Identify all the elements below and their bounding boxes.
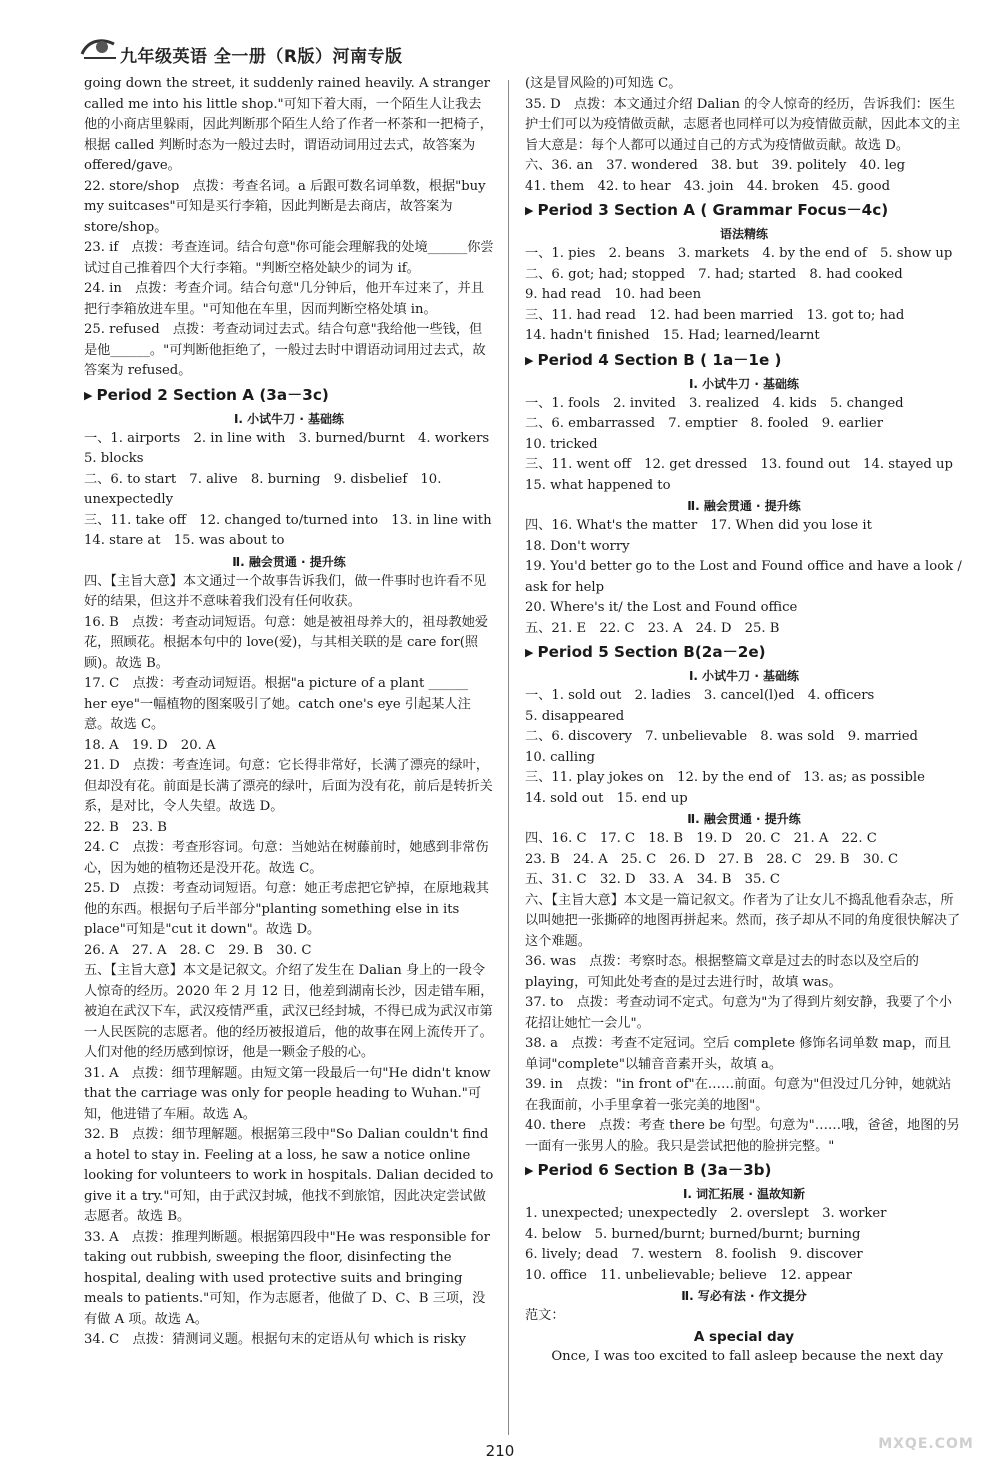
answer-line: 14. sold out 15. end up — [525, 790, 688, 806]
answer-line: 五、31. C 32. D 33. A 34. B 35. C — [525, 872, 780, 887]
answer-line: 范文： — [525, 1308, 565, 1323]
answer-line: 14. hadn't finished 15. Had; learned/learnt — [525, 328, 820, 343]
subsection-heading: Ⅰ. 小试牛刀 · 基础练 — [688, 669, 800, 683]
answer-line: 26. A 27. A 28. C 29. B 30. C — [84, 942, 312, 958]
answer-line: 18. A 19. D 20. A — [84, 737, 216, 753]
answer-line: 10. office 11. unbelievable; believe 12. appear — [525, 1267, 852, 1283]
answer-line: 34. C 点拨：猜测词义题。根据句末的定语从句 which is risky — [84, 1332, 466, 1347]
answer-line: 21. D 点拨：考查连词。句意：它长得非常好，长满了漂亮的绿叶，但却没有花。前面是长满了漂亮的绿叶，后面为没有花，前后是转折关系，是对比，令人失望。故选 D。 — [84, 758, 493, 814]
answer-line: going down the street, it suddenly rained heavily. A stranger called me into his little shop."可知下着大雨，一个陌生人让我去他的小商店里躲雨，因此判断那个陌生人给了作者一杯茶和一把椅子，根据 called 判断时态为一般过去时，谓语动词用过去式，故答案为 offered/gave。 — [84, 76, 493, 173]
section-heading-text: Period 6 Section B (3a－3b) — [537, 1161, 772, 1179]
answer-line: 24. C 点拨：考查形容词。句意：当她站在树藤前时，她感到非常伤心，因为她的植物还是没开花。故选 C。 — [84, 840, 489, 876]
answer-line: 六、36. an 37. wondered 38. but 39. politely 40. leg — [525, 158, 906, 173]
answer-line: 19. You'd better go to the Lost and Found office and have a look / ask for help — [525, 559, 962, 595]
answer-line: 二、6. discovery 7. unbelievable 8. was sold 9. married — [525, 729, 918, 744]
section-heading — [525, 198, 963, 223]
answer-line: 15. what happened to — [525, 477, 671, 493]
subsection-heading: Ⅰ. 小试牛刀 · 基础练 — [233, 411, 345, 426]
answer-line: 一、1. sold out 2. ladies 3. cancel(l)ed 4. officers — [525, 688, 875, 703]
answer-line: 四、【主旨大意】本文通过一个故事告诉我们，做一件事时也许看不见好的结果，但这并不意味着我们没有任何收获。 — [84, 573, 487, 609]
answer-line: 20. Where's it/ the Lost and Found office — [525, 600, 798, 615]
subsection-heading: Ⅰ. 词汇拓展 · 温故知新 — [682, 1187, 806, 1201]
subsection-heading: 语法精练 — [719, 227, 768, 241]
answer-line: 25. refused 点拨：考查动词过去式。结合句意"我给他一些钱，但是他______。"可判断他拒绝了，一般过去时中谓语动词用过去式，故答案为 refused。 — [84, 322, 486, 378]
section-heading-text: Period 4 Section B ( 1a－1e ) — [537, 350, 782, 369]
subsection-heading: Ⅰ. 小试牛刀 · 基础练 — [688, 376, 800, 391]
answer-line: 32. B 点拨：细节理解题。根据第三段中"So Dalian couldn't find a hotel to stay in. Feeling at a loss, he saw a notice online looking for volunteers to work in hospitals. Dalian decided to give it a try."可知，由于武汉封城，他找不到旅馆，因此决定尝试做志愿者。故选 B。 — [84, 1127, 494, 1224]
section-heading — [525, 640, 963, 665]
triangle-bullet-icon: ▶ — [525, 353, 534, 367]
answer-line: 二、6. embarrassed 7. emptier 8. fooled 9. earlier — [525, 416, 884, 431]
answer-line: 31. A 点拨：细节理解题。由短文第一段最后一句"He didn't know that the carriage was only for people heading to Wuhan."可知，他进错了车厢。故选 A。 — [84, 1065, 491, 1122]
answer-line: 6. lively; dead 7. western 8. foolish 9. discover — [525, 1247, 863, 1262]
watermark-text: MXQE.COM — [878, 1436, 974, 1452]
answer-line: 39. in 点拨："in front of"在……前面。句意为"但没过几分钟，她就站在我面前，小手里拿着一张完美的地图"。 — [525, 1077, 952, 1113]
answer-line: 三、11. play jokes on 12. by the end of 13. as; as possible — [525, 770, 925, 785]
answer-line: 22. store/shop 点拨：考查名词。a 后跟可数名词单数，根据"buy my suitcases"可知是买行李箱，因此判断是去商店，故答案为 store/shop。 — [84, 178, 486, 235]
section-heading-text: Period 2 Section A (3a－3c) — [96, 385, 329, 404]
section-heading — [525, 1158, 963, 1183]
answer-line: 37. to 点拨：考查动词不定式。句意为"为了得到片刻安静，我要了个小花招让她忙一会儿"。 — [525, 995, 952, 1031]
subsection-heading: Ⅱ. 写必有法 · 作文提分 — [681, 1289, 807, 1303]
answer-line: 23. if 点拨：考查连词。结合句意"你可能会理解我的处境______你尝试过自己推着四个大行李箱。"判断空格处缺少的词为 if。 — [84, 240, 494, 276]
answer-line: 41. them 42. to hear 43. join 44. broken 45. good — [525, 178, 891, 194]
answer-line: 35. D 点拨：本文通过介绍 Dalian 的令人惊奇的经历，告诉我们：医生护士们可以为疫情做贡献，志愿者也同样可以为疫情做贡献，因此本文的主旨大意是：每个人都可以通过自己的方式为疫情做贡献。故选 D。 — [525, 96, 961, 153]
answer-line: 23. B 24. A 25. C 26. D 27. B 28. C 29. B 30. C — [525, 851, 899, 867]
subsection-heading: Ⅱ. 融会贯通 · 提升练 — [232, 554, 346, 569]
answer-line: Once, I was too excited to fall asleep because the next day — [525, 1349, 944, 1364]
triangle-bullet-icon: ▶ — [525, 646, 534, 659]
answer-line: 三、11. had read 12. had been married 13. got to; had — [525, 307, 905, 323]
answer-line: 10. calling — [525, 749, 596, 765]
page-header — [0, 0, 1000, 70]
triangle-bullet-icon: ▶ — [525, 204, 534, 217]
answer-line: 24. in 点拨：考查介词。结合句意"几分钟后，他开车过来了，并且把行李箱放进车里。"可知他在车里，因而判断空格处填 in。 — [84, 281, 485, 317]
answer-line: 五、21. E 22. C 23. A 24. D 25. B — [525, 620, 780, 636]
answer-line: 17. C 点拨：考查动词短语。根据"a picture of a plant ______ her eye"一幅植物的图案吸引了她。catch one's eye 引起某人注意。故选 C。 — [84, 676, 471, 732]
answer-line: 三、11. take off 12. changed to/turned into 13. in line with 14. stare at 15. was about to — [84, 512, 505, 548]
answer-line: 38. a 点拨：考查不定冠词。空后 complete 修饰名词单数 map，而且单词"complete"以辅音音素开头，故填 a。 — [525, 1036, 951, 1072]
answer-line: 四、16. C 17. C 18. B 19. D 20. C 21. A 22. C — [525, 831, 877, 846]
answer-line: 16. B 点拨：考查动词短语。句意：她是被祖母养大的，祖母教她爱花，照顾花。根据本句中的 love(爱)，与其相关联的是 care for(照顾)。故选 B。 — [84, 614, 489, 671]
section-heading-text: Period 3 Section A ( Grammar Focus－4c) — [537, 201, 889, 219]
dianzhong-logo-icon — [78, 34, 120, 62]
answer-line: 二、6. got; had; stopped 7. had; started 8. had cooked — [525, 266, 903, 282]
triangle-bullet-icon: ▶ — [84, 388, 93, 402]
answer-line: 一、1. pies 2. beans 3. markets 4. by the end of 5. show up — [525, 246, 953, 261]
answer-line: 三、11. went off 12. get dressed 13. found out 14. stayed up — [525, 457, 953, 472]
answer-line: 一、1. airports 2. in line with 3. burned/burnt 4. workers 5. blocks — [84, 430, 503, 466]
left-column — [84, 74, 505, 1351]
answer-line: 18. Don't worry — [525, 538, 630, 554]
answer-line: 5. disappeared — [525, 708, 625, 724]
answer-line: 33. A 点拨：推理判断题。根据第四段中"He was responsible for taking out rubbish, sweeping the floor, disinfecting the hospital, dealing with used protective suits and bringing meals to patients."可知，作为志愿者，他做了 D、C、B 三项，没有做 A 项。故选 A。 — [84, 1229, 490, 1327]
subsection-heading: Ⅱ. 融会贯通 · 提升练 — [687, 812, 801, 826]
right-column — [525, 74, 963, 1368]
section-heading — [84, 383, 494, 408]
answer-line: 四、16. What's the matter 17. When did you lose it — [525, 518, 872, 533]
triangle-bullet-icon: ▶ — [525, 1164, 534, 1177]
answer-line: 36. was 点拨：考察时态。根据整篇文章是过去的时态以及空后的 playing，可知此处考查的是过去进行时，故填 was。 — [525, 954, 919, 990]
subsection-heading: Ⅱ. 融会贯通 · 提升练 — [687, 499, 801, 513]
answer-line: 25. D 点拨：考查动词短语。句意：她正考虑把它铲掉，在原地栽其他的东西。根据句子后半部分"planting something else in its place"可知是"cut it down"。故选 D。 — [84, 881, 489, 937]
answer-line: 二、6. to start 7. alive 8. burning 9. disbelief 10. unexpectedly — [84, 471, 442, 507]
answer-line: 40. there 点拨：考查 there be 句型。句意为"……哦，爸爸，地图的另一面有一张男人的脸。我只是尝试把他的脸拼完整。" — [525, 1118, 960, 1154]
essay-title: A special day — [693, 1328, 795, 1345]
section-heading — [525, 348, 963, 373]
answer-line: 9. had read 10. had been — [525, 287, 702, 302]
answer-line: 1. unexpected; unexpectedly 2. overslept 3. worker — [525, 1206, 887, 1221]
answer-line: 4. below 5. burned/burnt; burned/burnt; burning — [525, 1226, 861, 1242]
answer-line: 22. B 23. B — [84, 819, 167, 835]
answer-line: (这是冒风险的)可知选 C。 — [525, 76, 682, 91]
answer-line: 六、【主旨大意】本文是一篇记叙文。作者为了让女儿不捣乱他看杂志，所以叫她把一张撕碎的地图再拼起来。然而，孩子却从不同的角度很快解决了这个难题。 — [525, 892, 961, 949]
answer-line: 一、1. fools 2. invited 3. realized 4. kids 5. changed — [525, 395, 904, 411]
watermark — [866, 1392, 986, 1452]
section-heading-text: Period 5 Section B(2a－2e) — [537, 643, 766, 661]
answer-line: 10. tricked — [525, 436, 598, 452]
book-title: 九年级英语 全一册（R版）河南专版 — [120, 47, 403, 67]
column-divider — [508, 80, 509, 1435]
page-number: 210 — [485, 1442, 515, 1460]
answer-line: 五、【主旨大意】本文是记叙文。介绍了发生在 Dalian 身上的一段令人惊奇的经历。2020 年 2 月 12 日，他差到湖南长沙，因走错车厢，被迫在武汉下车，武汉疫情严重，武汉已经封城，不得已成为武汉市第一人民医院的志愿者。他的经历被报道后，他的故事在网上流传开了。人们对他的经历感到惊讶，他是一颗金子般的心。 — [84, 963, 494, 1060]
